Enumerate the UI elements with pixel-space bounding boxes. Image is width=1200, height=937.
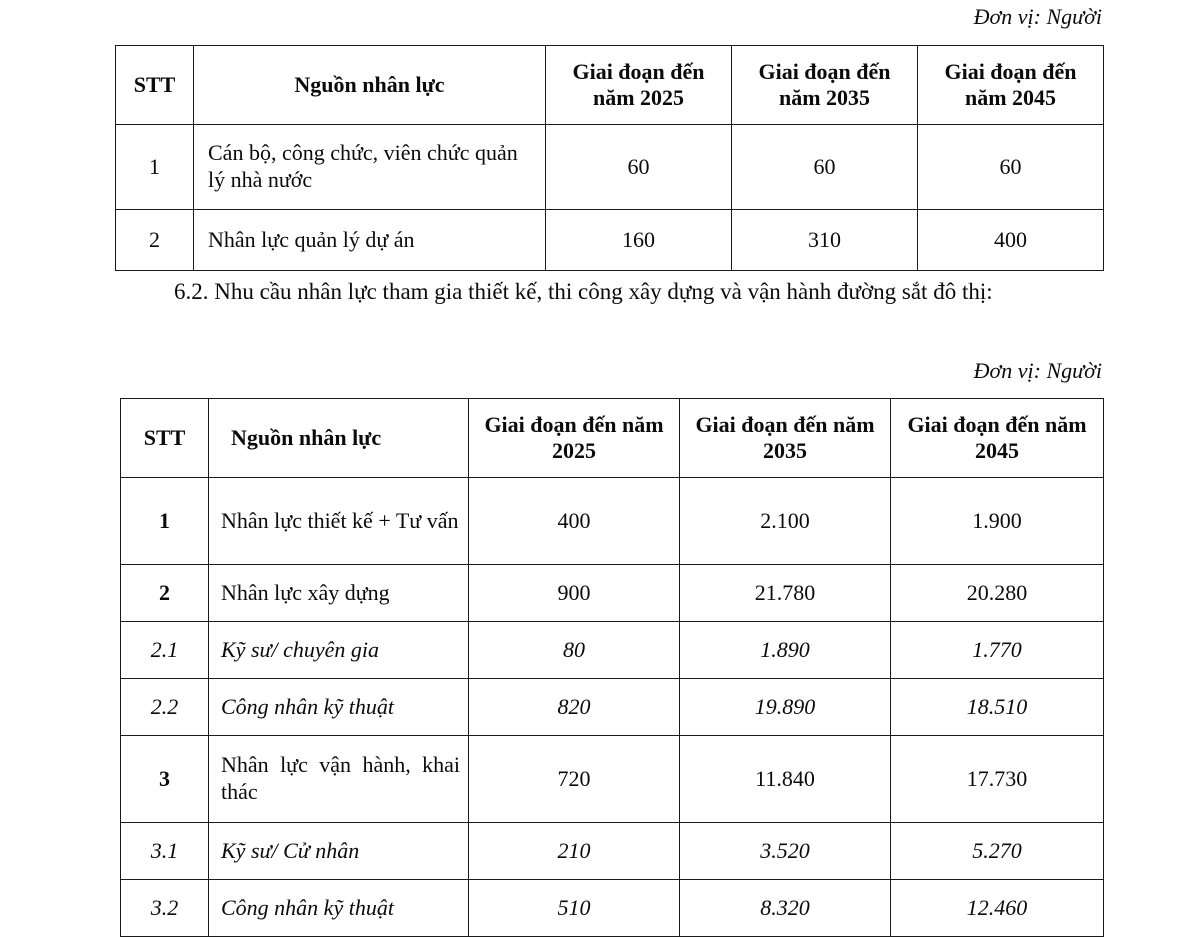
header-period-2035: Giai đoạn đến năm 2035 [680,399,891,478]
table-row [121,823,1104,880]
row-index: 2 [121,565,209,622]
header-period-2025: Giai đoạn đến năm 2025 [546,46,732,125]
row-value-2025: 400 [469,478,680,565]
row-value-2045: 18.510 [891,679,1104,736]
row-index: 2 [116,210,194,271]
table-header-row [116,46,1104,125]
table-row [121,622,1104,679]
header-stt: STT [121,399,209,478]
row-value-2025: 80 [469,622,680,679]
table-row [116,125,1104,210]
row-value-2025: 160 [546,210,732,271]
row-resource-name: Nhân lực quản lý dự án [194,210,546,271]
row-value-2035: 19.890 [680,679,891,736]
table-row [121,880,1104,937]
row-value-2045: 400 [918,210,1104,271]
row-resource-name: Kỹ sư/ chuyên gia [209,622,469,679]
row-resource-name: Nhân lực vận hành, khai thác [209,736,469,823]
row-value-2045: 12.460 [891,880,1104,937]
row-value-2035: 21.780 [680,565,891,622]
row-value-2035: 60 [732,125,918,210]
row-index: 3.2 [121,880,209,937]
table-management-workforce-needs [115,45,1104,271]
table-header-row [121,399,1104,478]
row-value-2045: 20.280 [891,565,1104,622]
row-value-2035: 3.520 [680,823,891,880]
row-value-2035: 11.840 [680,736,891,823]
table-row [121,736,1104,823]
row-resource-name: Nhân lực thiết kế + Tư vấn [209,478,469,565]
row-resource-name: Cán bộ, công chức, viên chức quản lý nhà nước [194,125,546,210]
row-index: 2.1 [121,622,209,679]
header-period-2035: Giai đoạn đến năm 2035 [732,46,918,125]
row-value-2045: 1.900 [891,478,1104,565]
table-row [121,478,1104,565]
row-index: 3 [121,736,209,823]
header-resource-name: Nguồn nhân lực [194,46,546,125]
row-resource-name: Công nhân kỹ thuật [209,679,469,736]
header-period-2025: Giai đoạn đến năm 2025 [469,399,680,478]
header-period-2045: Giai đoạn đến năm 2045 [918,46,1104,125]
row-index: 1 [116,125,194,210]
table-design-construction-operation-workforce-needs [120,398,1104,937]
table-row [121,679,1104,736]
row-value-2025: 900 [469,565,680,622]
unit-caption-table-2: Đơn vị: Người [973,358,1102,383]
row-value-2045: 60 [918,125,1104,210]
header-stt: STT [116,46,194,125]
row-value-2025: 720 [469,736,680,823]
row-value-2025: 820 [469,679,680,736]
row-value-2025: 60 [546,125,732,210]
row-value-2045: 1.770 [891,622,1104,679]
table-row [121,565,1104,622]
row-value-2035: 2.100 [680,478,891,565]
table-row [116,210,1104,271]
row-value-2035: 8.320 [680,880,891,937]
unit-caption-table-1: Đơn vị: Người [973,4,1102,29]
row-value-2035: 1.890 [680,622,891,679]
row-resource-name: Công nhân kỹ thuật [209,880,469,937]
row-value-2035: 310 [732,210,918,271]
paragraph-6-2: 6.2. Nhu cầu nhân lực tham gia thiết kế, thi công xây dựng và vận hành đường sắt đô thị: [174,279,993,304]
header-resource-name: Nguồn nhân lực [209,399,469,478]
row-value-2025: 510 [469,880,680,937]
row-value-2045: 17.730 [891,736,1104,823]
header-period-2045: Giai đoạn đến năm 2045 [891,399,1104,478]
row-resource-name: Nhân lực xây dựng [209,565,469,622]
row-value-2045: 5.270 [891,823,1104,880]
row-index: 3.1 [121,823,209,880]
row-resource-name: Kỹ sư/ Cử nhân [209,823,469,880]
row-index: 2.2 [121,679,209,736]
row-index: 1 [121,478,209,565]
row-value-2025: 210 [469,823,680,880]
